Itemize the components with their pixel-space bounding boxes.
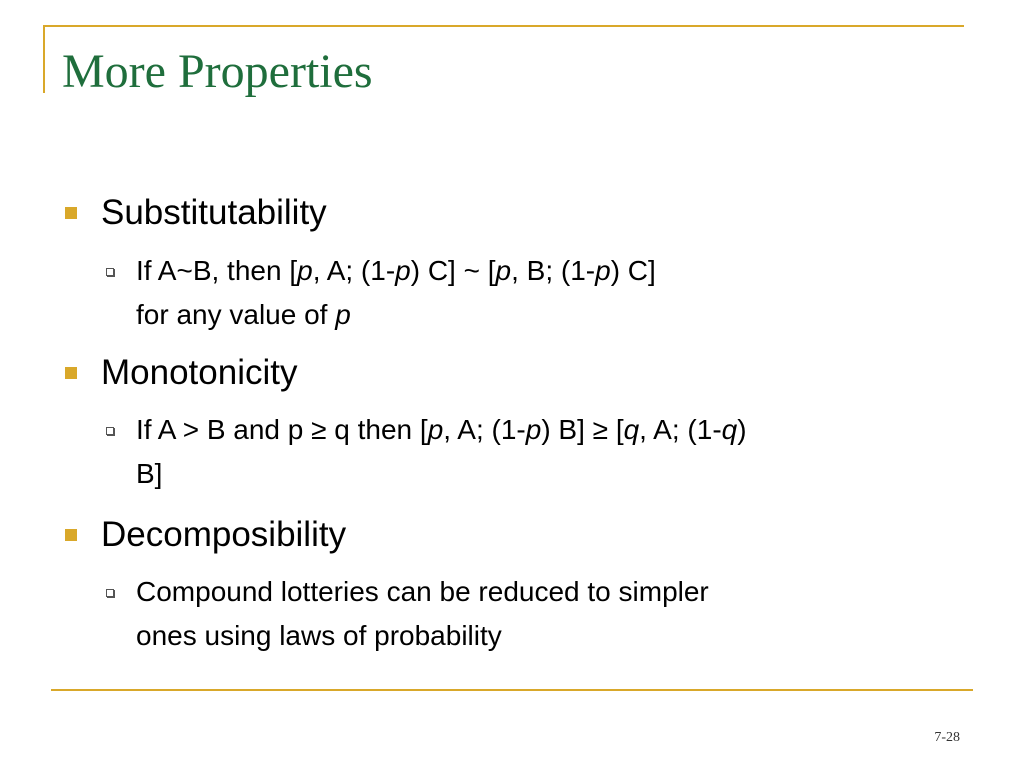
sub-bullet-text: If A > B and p ≥ q then [p, A; (1-p) B] ≥ [q, A; (1-q) <box>136 414 747 445</box>
footer-divider <box>51 689 973 691</box>
square-bullet-icon <box>65 367 77 379</box>
sub-bullet-text: If A~B, then [p, A; (1-p) C] ~ [p, B; (1-p) C] <box>136 255 656 286</box>
sub-bullet-text-continued: ones using laws of probability <box>136 620 502 651</box>
slide-title: More Properties <box>62 45 373 98</box>
bullet-heading-substitutability: Substitutability <box>101 193 327 232</box>
left-border-line <box>43 25 45 93</box>
sub-bullet-text-continued: for any value of p <box>136 299 351 330</box>
hollow-square-bullet-icon <box>106 268 114 276</box>
slide-number: 7-28 <box>934 730 960 745</box>
hollow-square-bullet-icon <box>106 589 114 597</box>
top-border-line <box>43 25 964 27</box>
square-bullet-icon <box>65 207 77 219</box>
sub-bullet-text: Compound lotteries can be reduced to simpler <box>136 576 709 607</box>
hollow-square-bullet-icon <box>106 427 114 435</box>
bullet-heading-monotonicity: Monotonicity <box>101 353 298 392</box>
square-bullet-icon <box>65 529 77 541</box>
sub-bullet-text-continued: B] <box>136 458 163 489</box>
bullet-heading-decomposibility: Decomposibility <box>101 515 347 554</box>
